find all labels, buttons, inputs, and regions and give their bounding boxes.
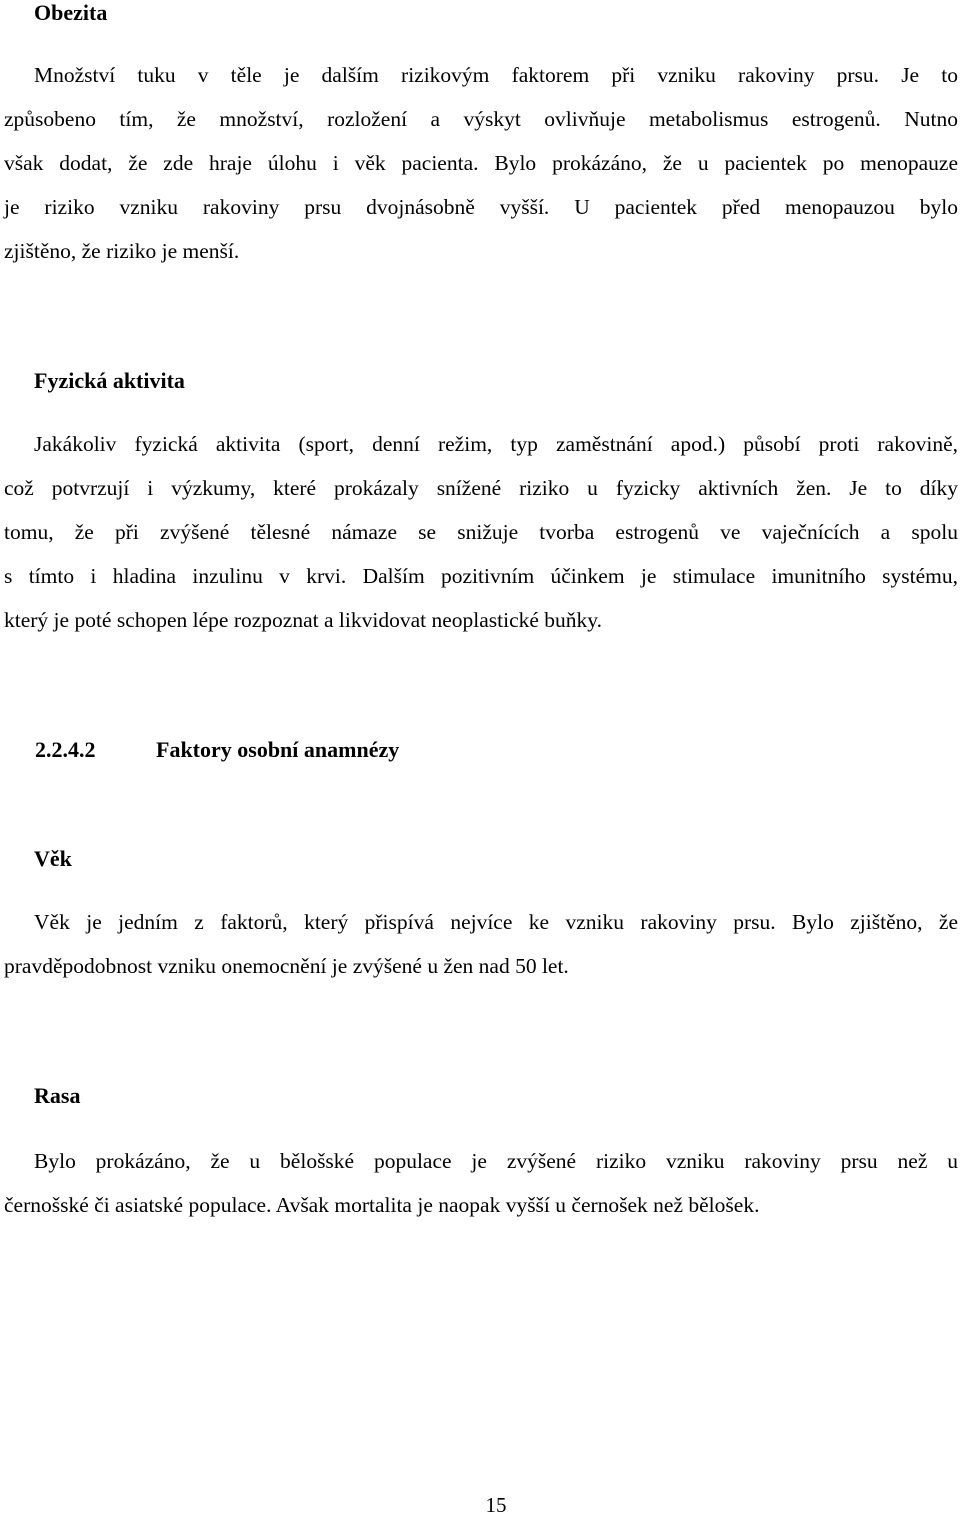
paragraph-line: však dodat, že zde hraje úlohu i věk pacienta. Bylo prokázáno, že u pacientek po menopauze (4, 151, 958, 175)
paragraph-rasa (4, 1139, 958, 1227)
paragraph-line: Množství tuku v těle je dalším rizikovým faktorem při vzniku rakoviny prsu. Je to (34, 63, 958, 87)
paragraph-line: zjištěno, že riziko je menší. (4, 239, 240, 263)
paragraph-vek (4, 900, 958, 988)
paragraph-obezita (4, 53, 958, 273)
paragraph-line: Věk je jedním z faktorů, který přispívá nejvíce ke vzniku rakoviny prsu. Bylo zjištěno, že (34, 910, 958, 934)
paragraph-fyzicka-aktivita (4, 422, 958, 642)
page-number: 15 (485, 1493, 507, 1517)
paragraph-line: způsobeno tím, že množství, rozložení a výskyt ovlivňuje metabolismus estrogenů. Nutno (4, 107, 958, 131)
paragraph-line: černošské či asiatské populace. Avšak mortalita je naopak vyšší u černošek než bělošek. (4, 1193, 760, 1217)
paragraph-line: Jakákoliv fyzická aktivita (sport, denní režim, typ zaměstnání apod.) působí proti rakovině, (34, 432, 958, 456)
paragraph-line: což potvrzují i výzkumy, které prokázaly snížené riziko u fyzicky aktivních žen. Je to díky (4, 476, 958, 500)
paragraph-line: s tímto i hladina inzulinu v krvi. Dalším pozitivním účinkem je stimulace imunitního systému, (4, 564, 958, 588)
paragraph-line: tomu, že při zvýšené tělesné námaze se snižuje tvorba estrogenů ve vaječnících a spolu (4, 520, 958, 544)
heading-vek: Věk (34, 846, 72, 871)
heading-obezita: Obezita (34, 0, 108, 25)
paragraph-line: je riziko vzniku rakoviny prsu dvojnásobně vyšší. U pacientek před menopauzou bylo (4, 195, 958, 219)
section-heading-faktory (35, 737, 399, 763)
paragraph-line: pravděpodobnost vzniku onemocnění je zvýšené u žen nad 50 let. (4, 954, 569, 978)
paragraph-line: Bylo prokázáno, že u bělošské populace je zvýšené riziko vzniku rakoviny prsu než u (34, 1149, 958, 1173)
paragraph-line: který je poté schopen lépe rozpoznat a likvidovat neoplastické buňky. (4, 608, 603, 632)
section-title: Faktory osobní anamnézy (156, 737, 400, 762)
heading-rasa: Rasa (34, 1083, 81, 1108)
heading-fyzicka-aktivita: Fyzická aktivita (34, 368, 185, 393)
section-number: 2.2.4.2 (35, 737, 96, 762)
